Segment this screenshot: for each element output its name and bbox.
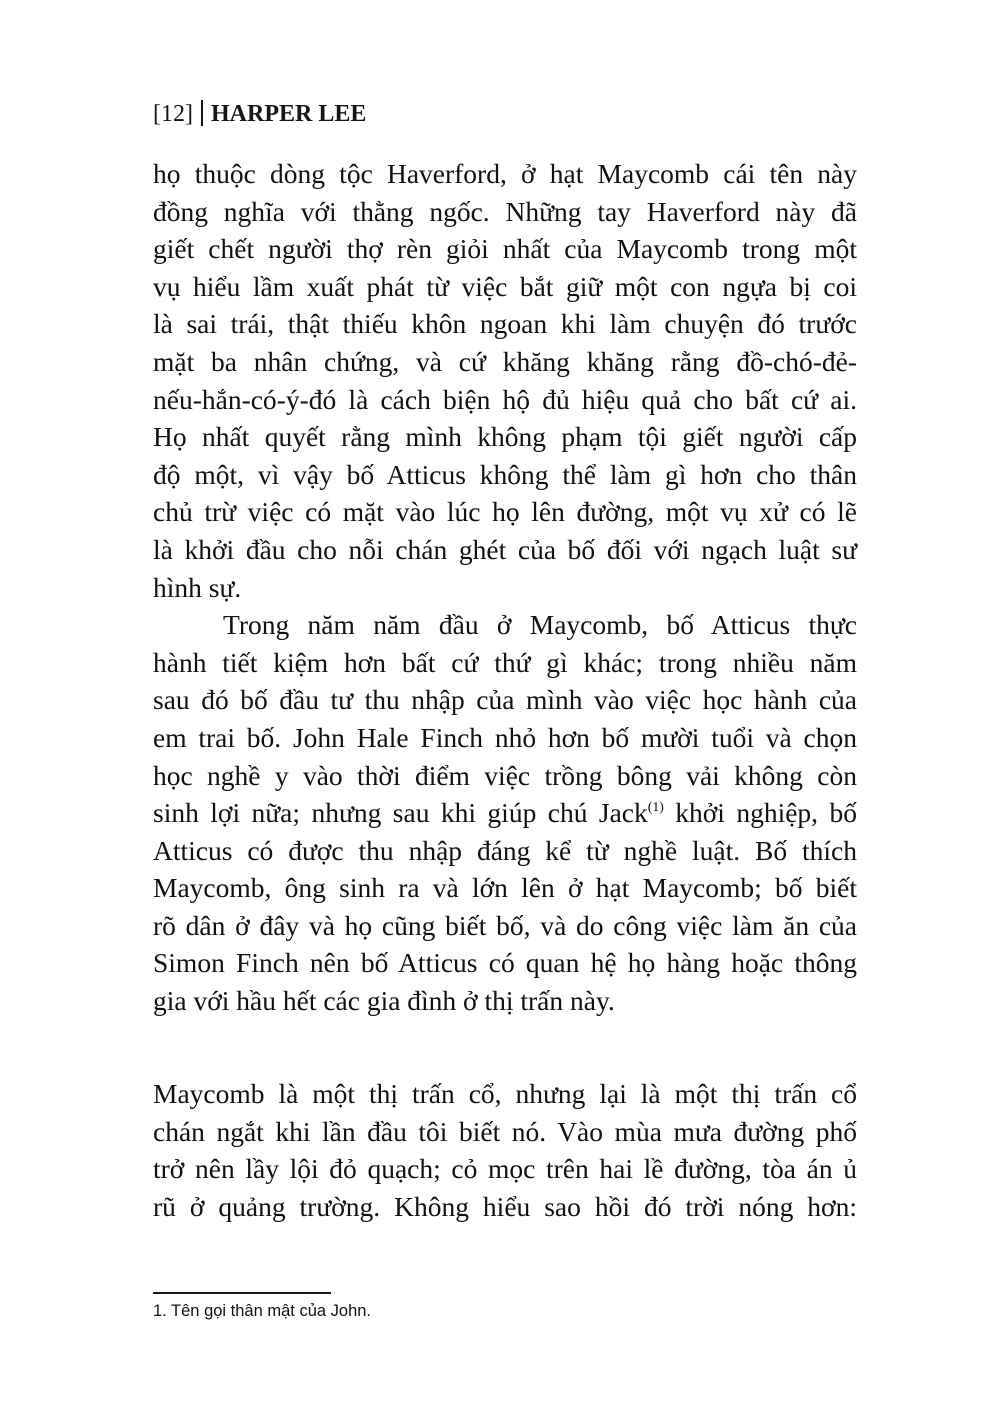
author-name: HARPER LEE <box>210 101 367 127</box>
text-line: chủ trừ việc có mặt vào lúc họ lên đường, một vụ xử có lẽ <box>153 496 857 528</box>
text-line: Simon Finch nên bố Atticus có quan hệ họ hàng hoặc thông <box>153 947 857 979</box>
footnote-divider <box>153 1292 331 1294</box>
text-line: mặt ba nhân chứng, và cứ khăng khăng rằng đồ-chó-đẻ- <box>153 345 857 377</box>
text-line: hình sự. <box>153 571 242 603</box>
text-line: vụ hiểu lầm xuất phát từ việc bắt giữ một con ngựa bị coi <box>153 270 857 302</box>
section-text-block <box>153 1075 857 1225</box>
text-line: gia với hầu hết các gia đình ở thị trấn này. <box>153 985 615 1017</box>
footnote-reference[interactable]: (1) <box>647 799 664 815</box>
text-line: độ một, vì vậy bố Atticus không thể làm gì hơn cho thân <box>153 458 857 490</box>
text-line: Trong năm năm đầu ở Maycomb, bố Atticus thực <box>223 609 857 641</box>
text-line: rõ dân ở đây và họ cũng biết bố, và do công việc làm ăn của <box>153 909 857 941</box>
footnote: 1. Tên gọi thân mật của John. <box>153 1302 372 1320</box>
text-line: sau đó bố đầu tư thu nhập của mình vào việc học hành của <box>153 684 857 716</box>
text-line: họ thuộc dòng tộc Haverford, ở hạt Maycomb cái tên này <box>153 158 857 189</box>
text-line-with-footnote <box>153 794 857 832</box>
main-text-block <box>153 155 857 1020</box>
text-fragment: sinh lợi nữa; nhưng sau khi giúp chú Jack <box>153 797 648 829</box>
text-line: chán ngắt khi lần đầu tôi biết nó. Vào mùa mưa đường phố <box>153 1115 857 1147</box>
text-line: em trai bố. John Hale Finch nhỏ hơn bố mười tuổi và chọn <box>153 721 857 753</box>
text-line: đồng nghĩa với thằng ngốc. Những tay Haverford này đã <box>153 195 857 227</box>
text-line: nếu-hắn-có-ý-đó là cách biện hộ đủ hiệu quả cho bất cứ ai. <box>153 383 857 415</box>
text-fragment: khởi nghiệp, bố <box>663 797 857 829</box>
text-line: Họ nhất quyết rằng mình không phạm tội giết người cấp <box>153 421 857 453</box>
text-line: học nghề y vào thời điểm việc trồng bông vải không còn <box>153 759 857 791</box>
text-line: là khởi đầu cho nỗi chán ghét của bố đối với ngạch luật sư <box>153 533 857 565</box>
text-line: Atticus có được thu nhập đáng kể từ nghề luật. Bố thích <box>153 834 857 866</box>
text-line: Maycomb là một thị trấn cổ, nhưng lại là một thị trấn cổ <box>153 1078 857 1109</box>
text-line: rũ ở quảng trường. Không hiểu sao hồi đó trời nóng hơn: <box>153 1190 857 1222</box>
text-line: hành tiết kiệm hơn bất cứ thứ gì khác; trong nhiều năm <box>153 646 857 678</box>
text-line: Maycomb, ông sinh ra và lớn lên ở hạt Maycomb; bố biết <box>153 872 857 904</box>
text-line: là sai trái, thật thiếu khôn ngoan khi làm chuyện đó trước <box>153 308 857 340</box>
text-line: trở nên lầy lội đỏ quạch; cỏ mọc trên hai lề đường, tòa án ủ <box>153 1153 857 1185</box>
header-divider <box>201 100 203 126</box>
running-header <box>153 100 366 128</box>
text-line: giết chết người thợ rèn giỏi nhất của Maycomb trong một <box>153 233 857 265</box>
page-number: [12] <box>153 101 193 127</box>
